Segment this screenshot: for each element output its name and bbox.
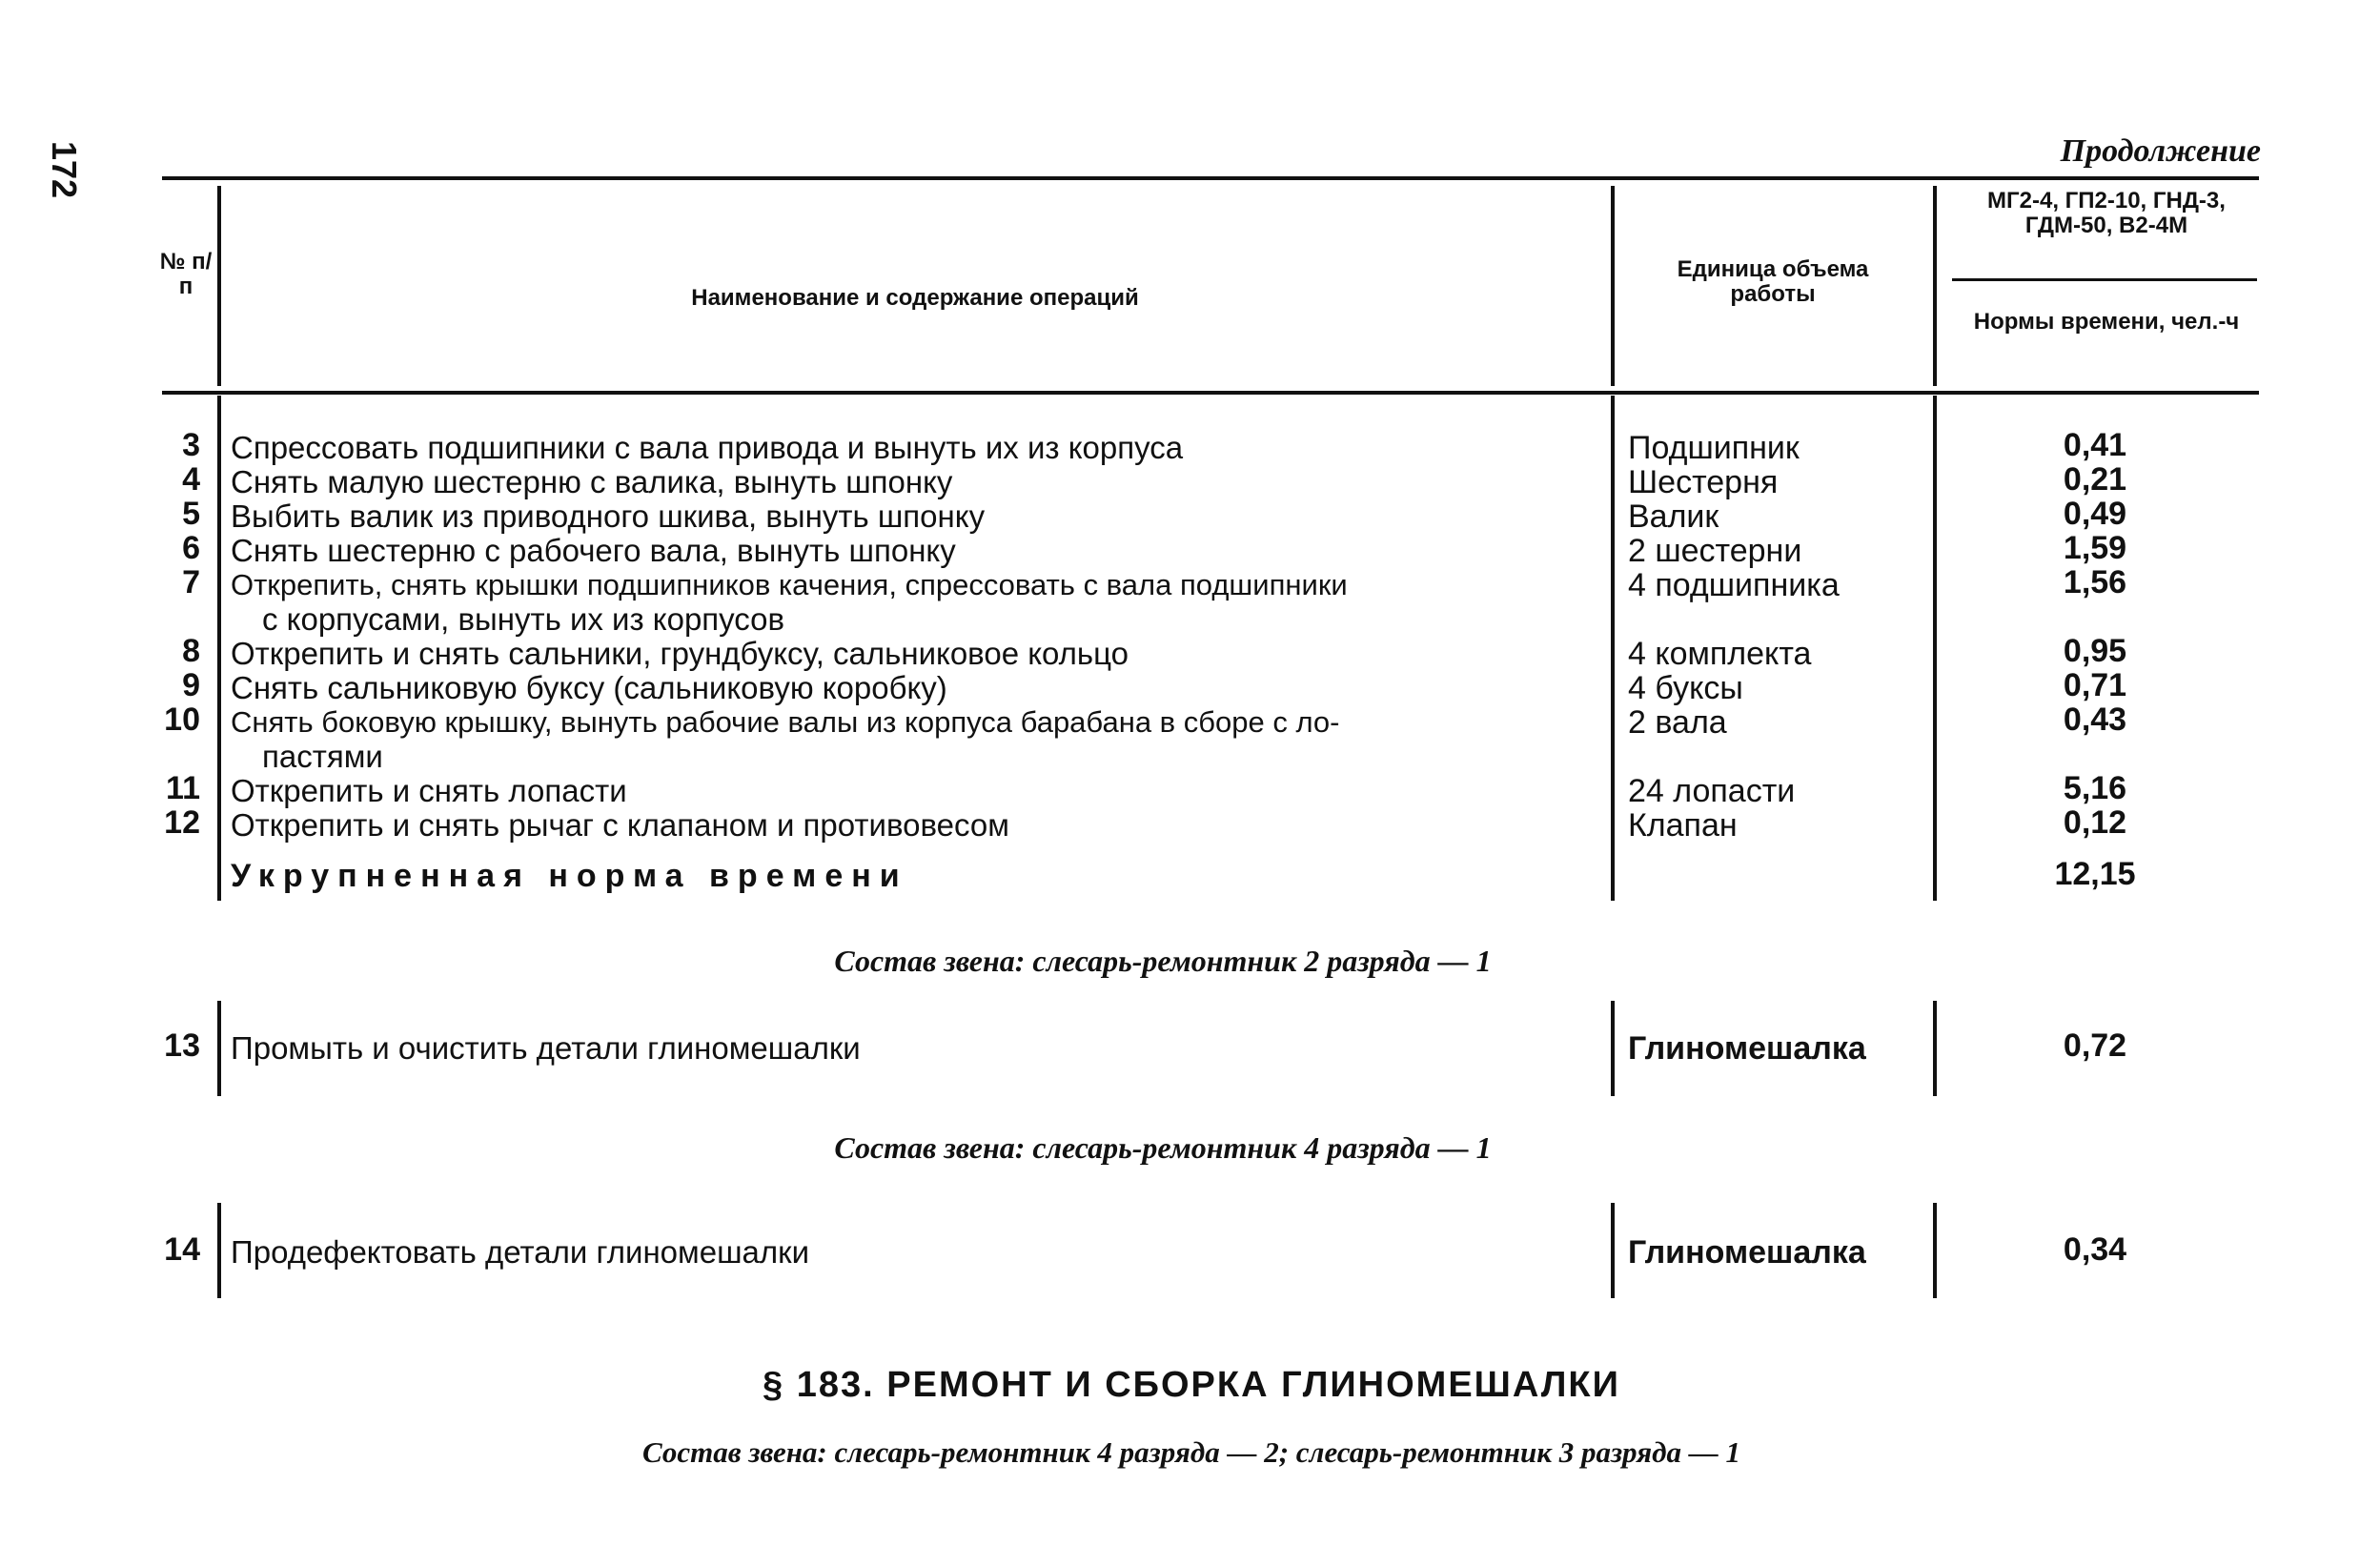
row-value: 0,49 [2063,496,2127,532]
row-operation: Открепить и снять сальники, грундбуксу, сальниковое кольцо [231,636,1129,671]
row-value: 0,72 [2063,1027,2127,1064]
header-unit: Единица объема работы [1677,256,1869,307]
row-operation-continuation: с корпусами, вынуть их из корпусов [262,601,785,637]
total-value: 12,15 [2054,856,2136,892]
total-label: Укрупненная норма времени [231,858,908,894]
row13-col-divider-3 [1933,1001,1937,1096]
row-unit: 4 подшипника [1628,567,1840,603]
row-operation: Снять боковую крышку, вынуть рабочие валы из корпуса барабана в сборе с ло- [231,705,1340,739]
row-value: 0,21 [2063,461,2127,498]
row-num: 9 [182,667,200,703]
body-col-divider-2 [1611,396,1615,901]
row-num: 8 [182,633,200,669]
row13-col-divider-2 [1611,1001,1615,1096]
continuation-label: Продолжение [2060,133,2261,169]
page-number: 172 [45,141,84,199]
row-unit: Подшипник [1628,430,1800,466]
row-operation: Снять сальниковую буксу (сальниковую коробку) [231,670,947,705]
row-value: 0,34 [2063,1231,2127,1268]
row-operation-continuation: пастями [262,739,383,774]
row-value: 0,12 [2063,804,2127,841]
row-value: 5,16 [2063,770,2127,806]
row-unit: Валик [1628,498,1719,535]
row-value: 1,59 [2063,530,2127,566]
row13-col-divider-1 [217,1001,221,1096]
row14-col-divider-1 [217,1203,221,1298]
row14-col-divider-3 [1933,1203,1937,1298]
row-num: 10 [164,702,200,738]
crew-composition-1: Состав звена: слесарь-ремонтник 2 разряда — 1 [834,944,1492,978]
row-unit: 24 лопасти [1628,773,1796,809]
row-unit: Глиномешалка [1628,1030,1866,1067]
section-title: § 183. РЕМОНТ И СБОРКА ГЛИНОМЕШАЛКИ [763,1365,1620,1405]
row-num: 13 [164,1027,200,1064]
body-col-divider-3 [1933,396,1937,901]
row-operation: Выбить валик из приводного шкива, вынуть шпонку [231,498,986,534]
row14-col-divider-2 [1611,1203,1615,1298]
header-models: МГ2-4, ГП2-10, ГНД-3, ГДМ-50, В2-4М [1987,188,2226,238]
row-operation: Спрессовать подшипники с вала привода и вынуть их из корпуса [231,430,1184,465]
row-unit: Шестерня [1628,464,1779,500]
header-bottom-rule [162,391,2259,395]
row-operation: Снять малую шестерню с валика, вынуть шпонку [231,464,953,499]
body-col-divider-1 [217,396,221,901]
models-divider-rule [1952,278,2257,281]
row-value: 0,95 [2063,633,2127,669]
row-num: 3 [182,427,200,463]
row-unit: 2 вала [1628,704,1727,741]
row-num: 6 [182,530,200,566]
header-col-divider-3 [1933,186,1937,386]
row-value: 1,56 [2063,564,2127,600]
row-unit: Глиномешалка [1628,1234,1866,1271]
row-operation: Продефектовать детали глиномешалки [231,1234,810,1270]
section-crew-composition: Состав звена: слесарь-ремонтник 4 разряда — 2; слесарь-ремонтник 3 разряда — 1 [642,1435,1740,1469]
row-value: 0,43 [2063,702,2127,738]
row-operation: Открепить и снять лопасти [231,773,627,808]
row-unit: Клапан [1628,807,1738,844]
row-operation: Открепить, снять крышки подшипников качения, спрессовать с вала подшипники [231,568,1348,601]
header-col-divider-2 [1611,186,1615,386]
header-norms: Нормы времени, чел.-ч [1973,309,2240,335]
header-num: № п/п [159,249,213,299]
row-unit: 4 буксы [1628,670,1743,706]
row-num: 11 [166,770,200,806]
row-num: 4 [182,461,200,498]
row-operation: Снять шестерню с рабочего вала, вынуть шпонку [231,533,956,568]
header-operation: Наименование и содержание операций [691,285,1139,311]
row-num: 14 [164,1231,200,1268]
row-value: 0,71 [2063,667,2127,703]
row-operation: Промыть и очистить детали глиномешалки [231,1030,861,1066]
row-num: 5 [182,496,200,532]
crew-composition-2: Состав звена: слесарь-ремонтник 4 разряда — 1 [834,1130,1492,1165]
table-top-rule [162,176,2259,180]
row-num: 7 [182,564,200,600]
row-num: 12 [164,804,200,841]
row-value: 0,41 [2063,427,2127,463]
row-unit: 4 комплекта [1628,636,1812,672]
row-unit: 2 шестерни [1628,533,1802,569]
header-col-divider-1 [217,186,221,386]
row-operation: Открепить и снять рычаг с клапаном и противовесом [231,807,1009,843]
